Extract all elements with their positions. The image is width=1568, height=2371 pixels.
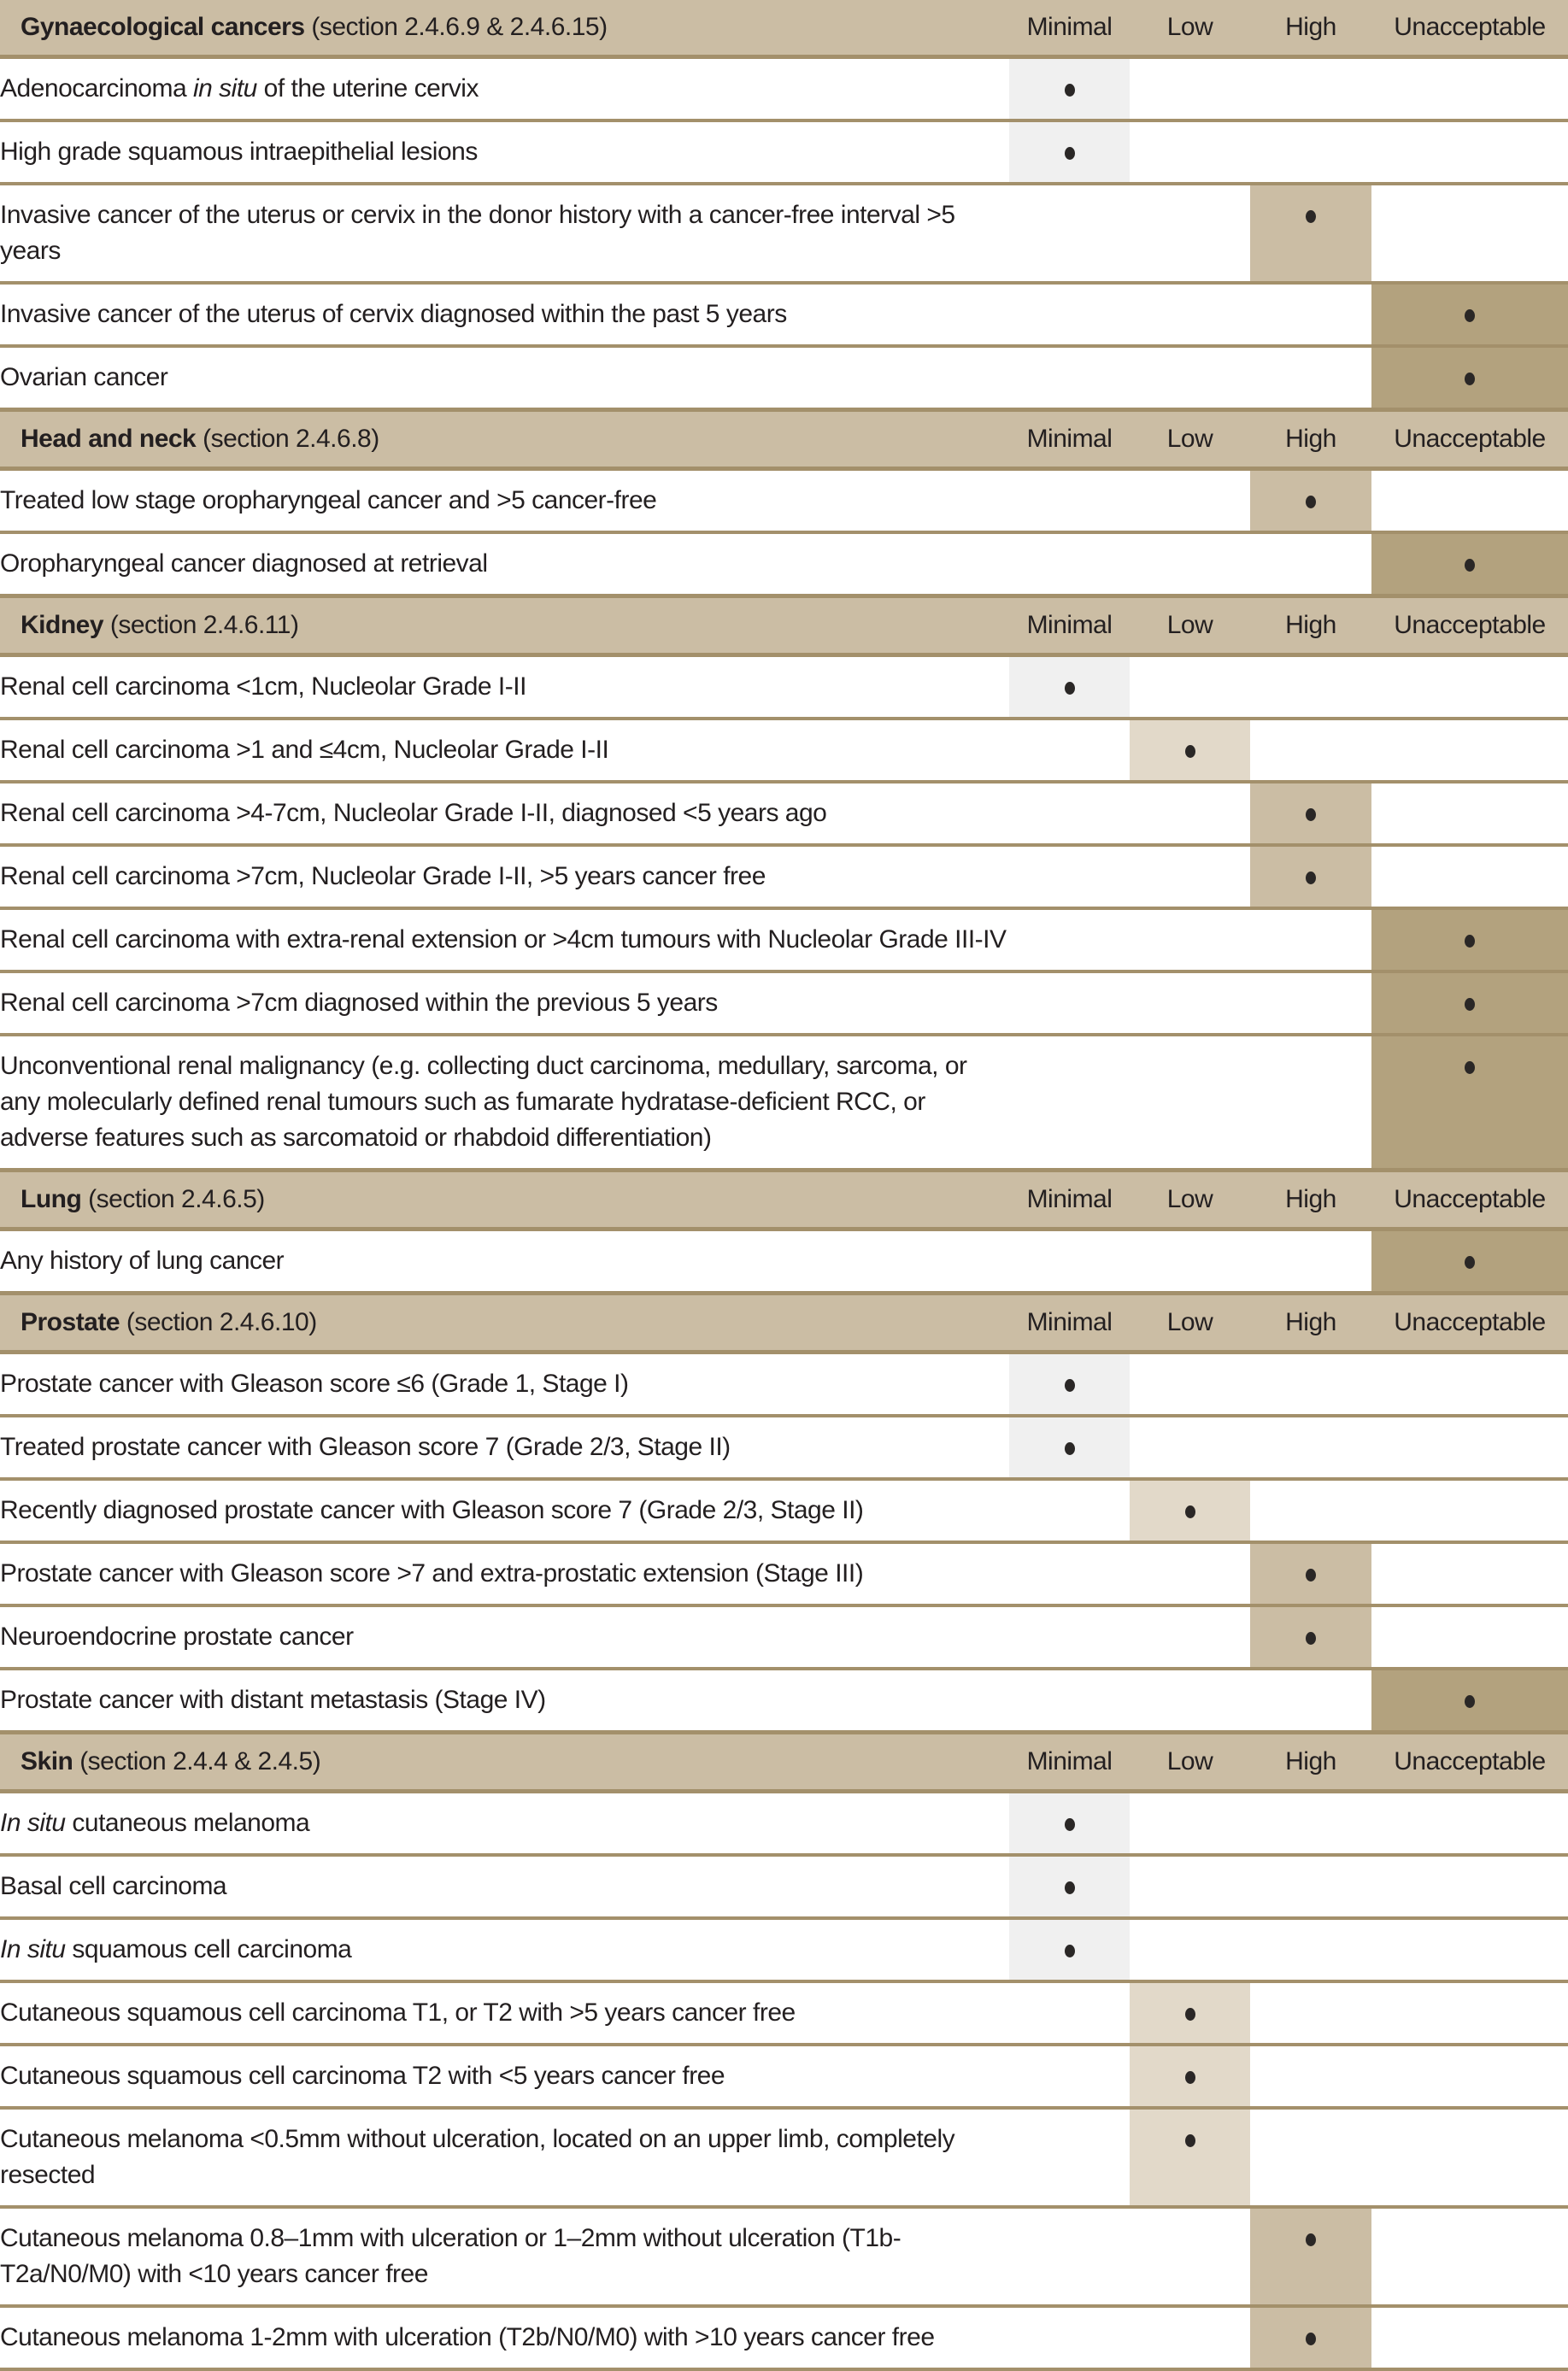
column-header-high: High [1250,410,1371,469]
section-title-cell [0,1294,1009,1353]
risk-cell-unacceptable [1371,782,1568,845]
condition-cell [0,1918,1009,1981]
condition-text: Renal cell carcinoma >7cm diagnosed within the previous 5 years [0,989,718,1017]
column-header-unacceptable: Unacceptable [1371,1171,1568,1230]
table-row [0,184,1568,283]
risk-cell-high [1250,719,1371,782]
condition-text: Renal cell carcinoma with extra-renal extension or >4cm tumours with Nucleolar Grade III-IV [0,925,1007,954]
section-title-cell [0,1171,1009,1230]
risk-cell-low [1130,120,1250,184]
risk-cell-high [1250,971,1371,1035]
risk-cell-low [1130,184,1250,283]
risk-cell-unacceptable [1371,1669,1568,1733]
column-header-low: Low [1130,410,1250,469]
condition-cell [0,2045,1009,2108]
condition-text: Renal cell carcinoma >7cm, Nucleolar Grade I-II, >5 years cancer free [0,862,766,890]
bullet-icon [1065,1818,1075,1831]
risk-cell-low [1130,782,1250,845]
condition-text: Cutaneous squamous cell carcinoma T1, or T2 with >5 years cancer free [0,1998,796,2027]
risk-cell-unacceptable [1371,1605,1568,1669]
risk-cell-low [1130,719,1250,782]
risk-cell-high [1250,120,1371,184]
condition-cell [0,1855,1009,1918]
condition-text: of the uterine cervix [256,74,479,103]
risk-cell-low [1130,1542,1250,1605]
risk-cell-minimal [1009,782,1130,845]
risk-cell-minimal [1009,908,1130,971]
risk-cell-minimal [1009,2045,1130,2108]
condition-text: Basal cell carcinoma [0,1872,227,1900]
table-row [0,719,1568,782]
risk-cell-high [1250,532,1371,596]
condition-cell [0,1479,1009,1542]
column-header-low: Low [1130,1733,1250,1792]
risk-cell-unacceptable [1371,971,1568,1035]
risk-cell-minimal [1009,1669,1130,1733]
column-header-minimal: Minimal [1009,1171,1130,1230]
risk-cell-unacceptable [1371,2108,1568,2207]
condition-text: Oropharyngeal cancer diagnosed at retrieval [0,549,488,578]
risk-cell-minimal [1009,1855,1130,1918]
bullet-icon [1065,84,1075,97]
table-row [0,1230,1568,1294]
bullet-icon [1465,1695,1475,1708]
column-header-low: Low [1130,0,1250,57]
risk-cell-low [1130,57,1250,121]
risk-cell-minimal [1009,1479,1130,1542]
bullet-icon [1465,935,1475,948]
bullet-icon [1306,496,1316,508]
condition-text: Renal cell carcinoma <1cm, Nucleolar Grade I-II [0,672,526,701]
bullet-icon [1185,745,1195,758]
section-header-row [0,1733,1568,1792]
risk-cell-low [1130,1230,1250,1294]
column-header-minimal: Minimal [1009,596,1130,655]
risk-cell-high [1250,283,1371,346]
column-header-high: High [1250,1733,1371,1792]
table-row [0,1542,1568,1605]
risk-cell-unacceptable [1371,719,1568,782]
table-row [0,532,1568,596]
section-reference: (section 2.4.6.5) [81,1185,265,1213]
condition-cell [0,1669,1009,1733]
risk-cell-low [1130,655,1250,719]
risk-cell-low [1130,1855,1250,1918]
table-row [0,908,1568,971]
condition-cell [0,2207,1009,2306]
condition-text: Prostate cancer with Gleason score ≤6 (Grade 1, Stage I) [0,1370,629,1398]
condition-cell [0,469,1009,533]
section-reference: (section 2.4.6.8) [196,425,379,453]
section-header-row [0,410,1568,469]
risk-cell-low [1130,469,1250,533]
condition-text: cutaneous melanoma [65,1809,310,1837]
column-header-high: High [1250,0,1371,57]
risk-cell-minimal [1009,845,1130,908]
risk-cell-high [1250,655,1371,719]
risk-cell-high [1250,2207,1371,2306]
risk-cell-high [1250,782,1371,845]
table-row [0,782,1568,845]
risk-cell-low [1130,2045,1250,2108]
risk-cell-low [1130,971,1250,1035]
risk-cell-minimal [1009,184,1130,283]
bullet-icon [1465,1256,1475,1269]
bullet-icon [1065,1379,1075,1392]
condition-cell [0,184,1009,283]
condition-text: Invasive cancer of the uterus or cervix in the donor history with a cancer-free interval >5 years [0,201,955,265]
risk-cell-high [1250,1035,1371,1171]
table-row [0,1792,1568,1856]
condition-cell [0,719,1009,782]
condition-text: Invasive cancer of the uterus of cervix diagnosed within the past 5 years [0,300,787,328]
column-header-unacceptable: Unacceptable [1371,1733,1568,1792]
condition-text: Any history of lung cancer [0,1247,285,1275]
table-row [0,346,1568,410]
risk-cell-minimal [1009,120,1130,184]
risk-cell-unacceptable [1371,1918,1568,1981]
risk-cell-low [1130,845,1250,908]
condition-cell [0,57,1009,121]
risk-cell-minimal [1009,1981,1130,2045]
column-header-unacceptable: Unacceptable [1371,1294,1568,1353]
table-row [0,1035,1568,1171]
section-reference: (section 2.4.6.11) [103,611,299,639]
risk-cell-minimal [1009,2108,1130,2207]
bullet-icon [1465,998,1475,1011]
condition-cell [0,1605,1009,1669]
condition-text: In situ [0,1935,66,1963]
column-header-high: High [1250,1171,1371,1230]
condition-cell [0,1416,1009,1479]
risk-cell-low [1130,2108,1250,2207]
risk-cell-high [1250,1855,1371,1918]
section-title-cell [0,410,1009,469]
risk-cell-minimal [1009,1035,1130,1171]
column-header-minimal: Minimal [1009,1294,1130,1353]
risk-cell-unacceptable [1371,2207,1568,2306]
risk-cell-unacceptable [1371,57,1568,121]
risk-cell-minimal [1009,1416,1130,1479]
section-header-row [0,596,1568,655]
risk-cell-minimal [1009,532,1130,596]
table-row [0,1479,1568,1542]
risk-cell-low [1130,2207,1250,2306]
table-row [0,2045,1568,2108]
section-title: Head and neck [21,425,197,453]
risk-cell-high [1250,184,1371,283]
risk-cell-high [1250,908,1371,971]
condition-text: Treated low stage oropharyngeal cancer and >5 cancer-free [0,486,657,514]
risk-cell-minimal [1009,971,1130,1035]
risk-cell-unacceptable [1371,469,1568,533]
condition-cell [0,908,1009,971]
risk-cell-unacceptable [1371,1981,1568,2045]
column-header-unacceptable: Unacceptable [1371,0,1568,57]
risk-cell-low [1130,1353,1250,1417]
risk-cell-unacceptable [1371,1855,1568,1918]
condition-text: Cutaneous melanoma 0.8–1mm with ulceration or 1–2mm without ulceration (T1b-T2a/N0/M0) with <10 years cancer free [0,2224,901,2288]
section-reference: (section 2.4.4 & 2.4.5) [73,1747,321,1775]
bullet-icon [1185,2071,1195,2084]
risk-cell-minimal [1009,1918,1130,1981]
bullet-icon [1306,1569,1316,1582]
table-row [0,1669,1568,1733]
condition-cell [0,283,1009,346]
risk-cell-unacceptable [1371,1035,1568,1171]
risk-cell-low [1130,1669,1250,1733]
column-header-high: High [1250,1294,1371,1353]
risk-cell-minimal [1009,1230,1130,1294]
condition-text: Renal cell carcinoma >1 and ≤4cm, Nucleolar Grade I-II [0,736,609,764]
condition-cell [0,782,1009,845]
condition-cell [0,845,1009,908]
risk-cell-high [1250,1981,1371,2045]
condition-text: In situ [0,1809,66,1837]
risk-cell-unacceptable [1371,120,1568,184]
condition-cell [0,1035,1009,1171]
table-row [0,1918,1568,1981]
risk-cell-low [1130,1792,1250,1856]
section-title-cell [0,596,1009,655]
risk-cell-unacceptable [1371,346,1568,410]
risk-cell-minimal [1009,57,1130,121]
risk-cell-minimal [1009,1542,1130,1605]
condition-text: Recently diagnosed prostate cancer with Gleason score 7 (Grade 2/3, Stage II) [0,1496,864,1524]
condition-cell [0,1981,1009,2045]
risk-cell-minimal [1009,655,1130,719]
risk-cell-low [1130,532,1250,596]
column-header-minimal: Minimal [1009,1733,1130,1792]
risk-cell-high [1250,346,1371,410]
risk-cell-unacceptable [1371,2045,1568,2108]
bullet-icon [1185,1505,1195,1518]
condition-cell [0,1792,1009,1856]
table-row [0,1855,1568,1918]
column-header-low: Low [1130,1171,1250,1230]
risk-cell-minimal [1009,346,1130,410]
bullet-icon [1065,1442,1075,1455]
risk-cell-unacceptable [1371,1479,1568,1542]
bullet-icon [1306,872,1316,884]
condition-text: Renal cell carcinoma >4-7cm, Nucleolar Grade I-II, diagnosed <5 years ago [0,799,827,827]
bullet-icon [1306,808,1316,821]
bullet-icon [1306,210,1316,223]
risk-cell-high [1250,1918,1371,1981]
risk-cell-minimal [1009,1353,1130,1417]
column-header-low: Low [1130,1294,1250,1353]
section-header-row [0,1294,1568,1353]
column-header-unacceptable: Unacceptable [1371,410,1568,469]
table-row [0,120,1568,184]
risk-cell-unacceptable [1371,908,1568,971]
section-title: Gynaecological cancers [21,13,305,41]
table-row [0,845,1568,908]
table-row [0,971,1568,1035]
risk-cell-minimal [1009,719,1130,782]
bullet-icon [1185,2134,1195,2147]
risk-cell-high [1250,469,1371,533]
condition-cell [0,346,1009,410]
risk-cell-high [1250,1792,1371,1856]
risk-cell-minimal [1009,2207,1130,2306]
risk-cell-unacceptable [1371,1353,1568,1417]
risk-cell-unacceptable [1371,1416,1568,1479]
bullet-icon [1306,2233,1316,2246]
section-title: Skin [21,1747,73,1775]
bullet-icon [1306,2333,1316,2345]
column-header-high: High [1250,596,1371,655]
condition-text: Neuroendocrine prostate cancer [0,1623,354,1651]
table-row [0,469,1568,533]
bullet-icon [1306,1632,1316,1645]
section-reference: (section 2.4.6.10) [120,1308,317,1336]
risk-cell-low [1130,1035,1250,1171]
risk-cell-high [1250,1230,1371,1294]
bullet-icon [1465,373,1475,385]
risk-cell-high [1250,2045,1371,2108]
risk-cell-minimal [1009,283,1130,346]
bullet-icon [1065,1945,1075,1957]
condition-text: Prostate cancer with distant metastasis (Stage IV) [0,1686,546,1714]
risk-cell-low [1130,346,1250,410]
condition-text: Unconventional renal malignancy (e.g. collecting duct carcinoma, medullary, sarcoma, or any molecularly defined renal tumours such as fumarate hydratase-deficient RCC, or adverse features such as sarcomatoid or rhabdoid differentiation) [0,1052,967,1152]
column-header-minimal: Minimal [1009,0,1130,57]
condition-text: squamous cell carcinoma [65,1935,352,1963]
risk-cell-unacceptable [1371,1542,1568,1605]
risk-cell-low [1130,1918,1250,1981]
condition-text: Treated prostate cancer with Gleason score 7 (Grade 2/3, Stage II) [0,1433,731,1461]
condition-text: in situ [192,74,257,103]
section-reference: (section 2.4.6.9 & 2.4.6.15) [304,13,608,41]
condition-text: Cutaneous melanoma 1-2mm with ulceration (T2b/N0/M0) with >10 years cancer free [0,2323,935,2351]
risk-cell-high [1250,57,1371,121]
risk-cell-high [1250,1669,1371,1733]
condition-cell [0,120,1009,184]
table-row [0,283,1568,346]
table-row [0,1605,1568,1669]
condition-text: Prostate cancer with Gleason score >7 and extra-prostatic extension (Stage III) [0,1559,864,1588]
section-title: Prostate [21,1308,120,1336]
risk-cell-low [1130,1416,1250,1479]
risk-cell-unacceptable [1371,1230,1568,1294]
section-title: Lung [21,1185,82,1213]
risk-cell-minimal [1009,469,1130,533]
risk-cell-high [1250,1605,1371,1669]
condition-cell [0,2108,1009,2207]
risk-cell-unacceptable [1371,184,1568,283]
column-header-minimal: Minimal [1009,410,1130,469]
risk-cell-high [1250,1479,1371,1542]
condition-text: Ovarian cancer [0,363,168,391]
section-title: Kidney [21,611,104,639]
risk-cell-high [1250,1542,1371,1605]
condition-cell [0,1230,1009,1294]
condition-text: Adenocarcinoma [0,74,193,103]
bullet-icon [1185,2008,1195,2021]
risk-cell-low [1130,1981,1250,2045]
bullet-icon [1465,309,1475,322]
condition-cell [0,1542,1009,1605]
risk-cell-unacceptable [1371,655,1568,719]
condition-text: High grade squamous intraepithelial lesions [0,138,478,166]
risk-cell-unacceptable [1371,1792,1568,1856]
table-row [0,1353,1568,1417]
column-header-unacceptable: Unacceptable [1371,596,1568,655]
risk-cell-high [1250,2108,1371,2207]
table-row [0,2207,1568,2306]
table-row [0,1416,1568,1479]
risk-cell-low [1130,1605,1250,1669]
condition-text: Cutaneous squamous cell carcinoma T2 with <5 years cancer free [0,2062,725,2090]
table-row [0,2108,1568,2207]
bullet-icon [1465,559,1475,572]
risk-cell-unacceptable [1371,845,1568,908]
section-title-cell [0,1733,1009,1792]
section-header-row [0,1171,1568,1230]
risk-cell-low [1130,283,1250,346]
section-header-row [0,0,1568,57]
bullet-icon [1065,1881,1075,1894]
risk-cell-high [1250,1353,1371,1417]
table-row [0,57,1568,121]
risk-cell-low [1130,908,1250,971]
table-row [0,655,1568,719]
section-title-cell [0,0,1009,57]
risk-cell-low [1130,1479,1250,1542]
condition-cell [0,1353,1009,1417]
bullet-icon [1065,682,1075,695]
risk-cell-unacceptable [1371,283,1568,346]
condition-cell [0,532,1009,596]
risk-cell-unacceptable [1371,532,1568,596]
condition-text: Cutaneous melanoma <0.5mm without ulceration, located on an upper limb, completely resected [0,2125,955,2189]
risk-cell-high [1250,1416,1371,1479]
risk-cell-minimal [1009,1605,1130,1669]
column-header-low: Low [1130,596,1250,655]
risk-cell-minimal [1009,1792,1130,1856]
condition-cell [0,971,1009,1035]
bullet-icon [1465,1061,1475,1074]
condition-cell [0,655,1009,719]
table-row [0,1981,1568,2045]
risk-cell-high [1250,845,1371,908]
bullet-icon [1065,147,1075,160]
